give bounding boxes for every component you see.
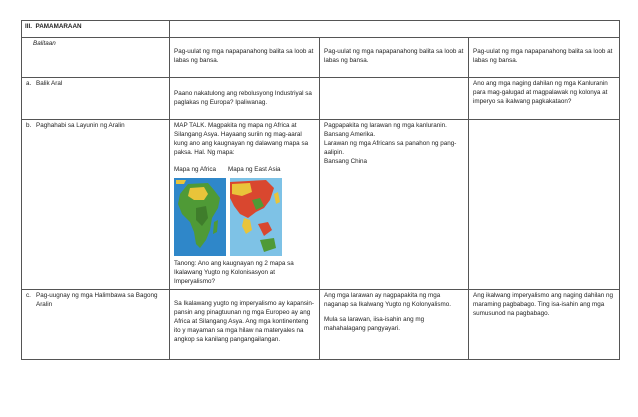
balik-aral-text-1: Paano nakatulong ang rebolusyong Industriyal sa paglakas ng Europa? Ipaliwanag. xyxy=(174,90,312,106)
map-label-africa: Mapa ng Africa xyxy=(174,165,217,173)
pag-uugnay-text-3: Ang ikalwang imperyalismo ang naging dahilan ng maraming pagbabago. Ting isa-isahin ang mga sumusunod na pagbabago. xyxy=(473,292,614,317)
pag-uugnay-text-1: Sa Ikalawang yugto ng imperyalismo ay kapansin-pansin ang pinagtuunan ng mga Europeo ay ang Africa at Silangang Asya. Ang mga kontinenteng ito y mayaman sa mga hilaw na materyales na angkop sa kanilang pangangailangan. xyxy=(174,300,315,343)
balik-aral-cell-3 xyxy=(469,78,620,120)
africa-map-image xyxy=(174,178,226,256)
balitaan-text-3: Pag-uulat ng mga napapanahong balita sa loob at labas ng bansa. xyxy=(473,48,613,64)
section-title: PAMAMARAAN xyxy=(35,23,82,30)
map-label-east-asia: Mapa ng East Asia xyxy=(228,165,281,173)
row-balik-aral xyxy=(22,78,620,120)
row-pag-uugnay xyxy=(22,290,620,360)
row-a-label: Balik Aral xyxy=(36,80,63,87)
lesson-plan-table xyxy=(21,20,620,360)
row-a-letter: a. xyxy=(26,80,32,87)
pag-uugnay-text-2a: Ang mga larawan ay nagpapakita ng mga naganap sa Ikalwang Yugto ng Kolonyalismo. xyxy=(324,292,451,308)
east-asia-map-image xyxy=(230,178,282,256)
balitaan-cell-1 xyxy=(170,38,320,78)
paghahabi-cell-3 xyxy=(469,120,620,290)
paghahabi-label-cell xyxy=(22,120,170,290)
row-b-label: Paghahabi sa Layunin ng Aralin xyxy=(36,122,125,129)
paghahabi-cell-1 xyxy=(170,120,320,290)
pag-uugnay-text-2b: Mula sa larawan, iisa-isahin ang mg mahahalagang pangyayari. xyxy=(324,315,425,332)
map-question: Tanong: Ano ang kaugnayan ng 2 mapa sa Ikalawang Yugto ng Kolonisasyon at Imperyalismo? xyxy=(174,259,294,285)
balitaan-text-2: Pag-uulat ng mga napapanahong balita sa loob at labas ng bansa. xyxy=(324,48,464,64)
balitaan-cell-2 xyxy=(320,38,469,78)
paghahabi-cell-2 xyxy=(320,120,469,290)
balik-aral-cell-2 xyxy=(320,78,469,120)
pag-uugnay-cell-3 xyxy=(469,290,620,360)
row-paghahabi xyxy=(22,120,620,290)
section-title-cell xyxy=(22,21,170,38)
section-number: III. xyxy=(25,23,32,30)
balik-aral-text-3: Ano ang mga naging dahilan ng mga Kanluranin para mag-galugad at magpalawak ng kolonya at imperyo sa ikalwang pagkakataon? xyxy=(473,80,608,105)
section-header-row xyxy=(22,21,620,38)
section-header-empty xyxy=(170,21,620,38)
balitaan-row xyxy=(22,38,620,78)
balitaan-label-cell xyxy=(22,38,170,78)
row-b-letter: b. xyxy=(26,122,32,129)
pag-uugnay-cell-1 xyxy=(170,290,320,360)
row-c-letter: c. xyxy=(26,292,31,299)
balitaan-label: Balitaan xyxy=(33,40,56,47)
pag-uugnay-label-cell xyxy=(22,290,170,360)
map-talk-text: MAP TALK. Magpakita ng mapa ng Africa at Silangang Asya. Hayaang suriin ng mag-aaral kung ano ang kaugnayan ng dalawang mapa sa paksa. Hal. Ng mapa: xyxy=(174,122,309,156)
balik-aral-cell-1 xyxy=(170,78,320,120)
balitaan-cell-3 xyxy=(469,38,620,78)
paghahabi-text-2: Pagpapakita ng larawan ng mga kanluranin. Bansang Amerika. Larawan ng mga Africans sa panahon ng pang-aalipin. Bansang China xyxy=(324,122,457,165)
balitaan-text-1: Pag-uulat ng mga napapanahong balita sa loob at labas ng bansa. xyxy=(174,48,314,64)
maps-container xyxy=(174,178,315,256)
row-c-label: Pag-uugnay ng mga Halimbawa sa Bagong Aralin xyxy=(36,292,158,308)
pag-uugnay-cell-2 xyxy=(320,290,469,360)
balik-aral-label-cell xyxy=(22,78,170,120)
